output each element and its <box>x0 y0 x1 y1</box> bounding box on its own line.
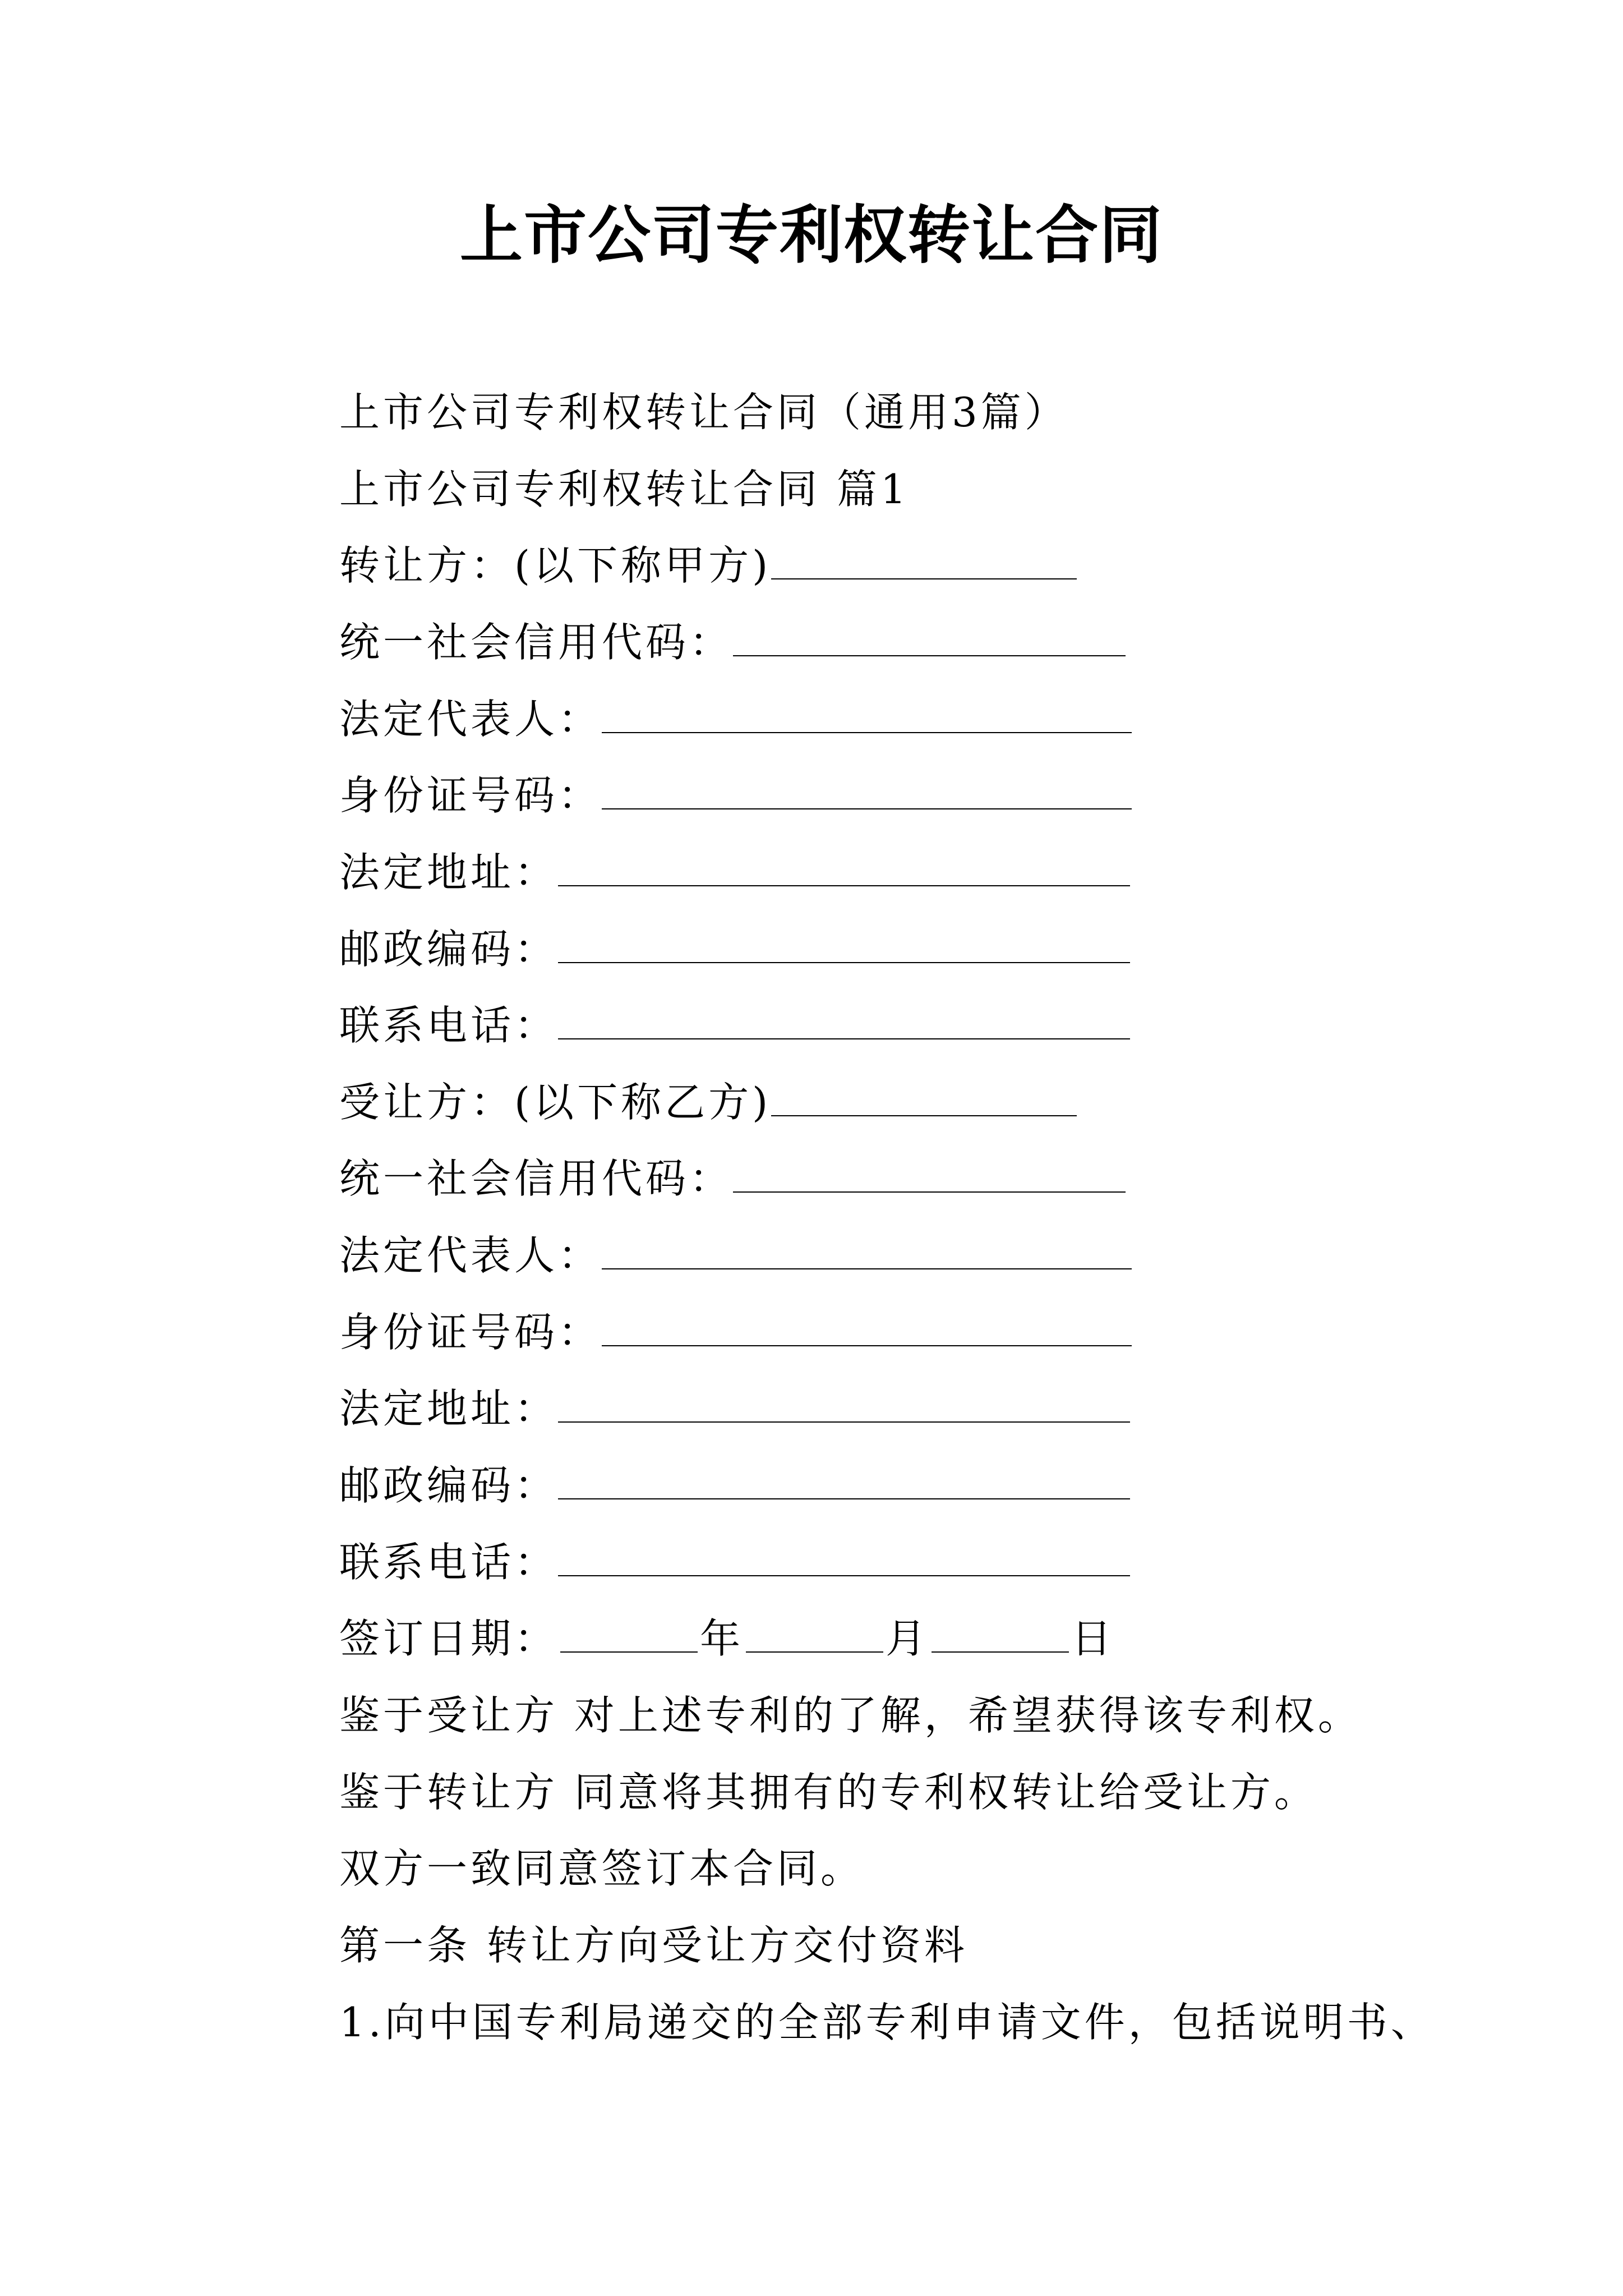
party-b-postcode-line <box>339 1460 1130 1511</box>
party-a-address-label: 法定地址： <box>339 849 559 896</box>
party-a-line <box>339 540 1077 591</box>
party-b-postcode-blank[interactable] <box>558 1464 1130 1499</box>
party-b-credit-code-blank[interactable] <box>733 1157 1126 1193</box>
recital-1: 鉴于受让方 对上述专利的了解，希望获得该专利权。 <box>339 1692 1362 1739</box>
party-b-credit-code-label: 统一社会信用代码： <box>339 1155 734 1202</box>
party-a-id-label: 身份证号码： <box>339 772 602 819</box>
document-subtitle: 上市公司专利权转让合同（通用3篇） <box>339 389 1068 436</box>
sign-date-line <box>339 1613 1115 1664</box>
party-b-line <box>339 1077 1077 1128</box>
sign-date-year-label: 年 <box>700 1615 744 1662</box>
sign-date-day-label: 日 <box>1071 1615 1115 1662</box>
party-a-credit-code-blank[interactable] <box>733 620 1126 656</box>
sign-date-year-blank[interactable] <box>560 1617 698 1653</box>
article-1-item-1: 1.向中国专利局递交的全部专利申请文件，包括说明书、 <box>339 1999 1435 2046</box>
sign-date-month-blank[interactable] <box>746 1617 883 1653</box>
party-b-blank[interactable] <box>771 1080 1077 1116</box>
party-a-legal-rep-blank[interactable] <box>602 697 1132 733</box>
party-a-phone-label: 联系电话： <box>339 1002 559 1049</box>
party-a-address-blank[interactable] <box>558 850 1130 886</box>
party-b-legal-rep-blank[interactable] <box>602 1234 1132 1269</box>
party-a-credit-code-line <box>339 617 1126 668</box>
party-a-postcode-line <box>339 924 1130 974</box>
party-b-address-blank[interactable] <box>558 1387 1130 1423</box>
party-a-legal-rep-label: 法定代表人： <box>339 696 602 743</box>
sign-date-month-label: 月 <box>886 1615 930 1662</box>
party-b-legal-rep-line <box>339 1230 1132 1281</box>
section-heading: 上市公司专利权转让合同 篇1 <box>339 466 910 513</box>
agreement-statement: 双方一致同意签订本合同。 <box>339 1845 865 1892</box>
party-b-phone-label: 联系电话： <box>339 1539 559 1586</box>
party-b-id-line <box>339 1307 1132 1358</box>
recital-2: 鉴于转让方 同意将其拥有的专利权转让给受让方。 <box>339 1769 1318 1816</box>
party-b-id-blank[interactable] <box>602 1310 1132 1346</box>
party-a-phone-line <box>339 1000 1130 1051</box>
sign-date-label: 签订日期： <box>339 1615 559 1662</box>
party-b-id-label: 身份证号码： <box>339 1309 602 1356</box>
party-b-postcode-label: 邮政编码： <box>339 1462 559 1509</box>
party-b-label: 受让方：(以下称乙方) <box>339 1079 772 1126</box>
article-1-heading: 第一条 转让方向受让方交付资料 <box>339 1922 968 1969</box>
party-b-legal-rep-label: 法定代表人： <box>339 1232 602 1279</box>
party-b-phone-blank[interactable] <box>558 1540 1130 1576</box>
party-a-legal-rep-line <box>339 694 1132 744</box>
party-a-credit-code-label: 统一社会信用代码： <box>339 619 734 666</box>
party-b-phone-line <box>339 1537 1130 1588</box>
document-title: 上市公司专利权转让合同 <box>460 199 1163 272</box>
party-a-address-line <box>339 847 1130 898</box>
party-a-phone-blank[interactable] <box>558 1004 1130 1039</box>
party-a-postcode-label: 邮政编码： <box>339 926 559 973</box>
party-b-address-line <box>339 1383 1130 1434</box>
sign-date-day-blank[interactable] <box>932 1617 1069 1653</box>
party-b-credit-code-line <box>339 1153 1126 1204</box>
party-a-id-line <box>339 770 1132 821</box>
party-a-id-blank[interactable] <box>602 774 1132 809</box>
party-b-address-label: 法定地址： <box>339 1385 559 1432</box>
party-a-label: 转让方：(以下称甲方) <box>339 542 772 589</box>
party-a-postcode-blank[interactable] <box>558 927 1130 963</box>
party-a-blank[interactable] <box>771 544 1077 579</box>
